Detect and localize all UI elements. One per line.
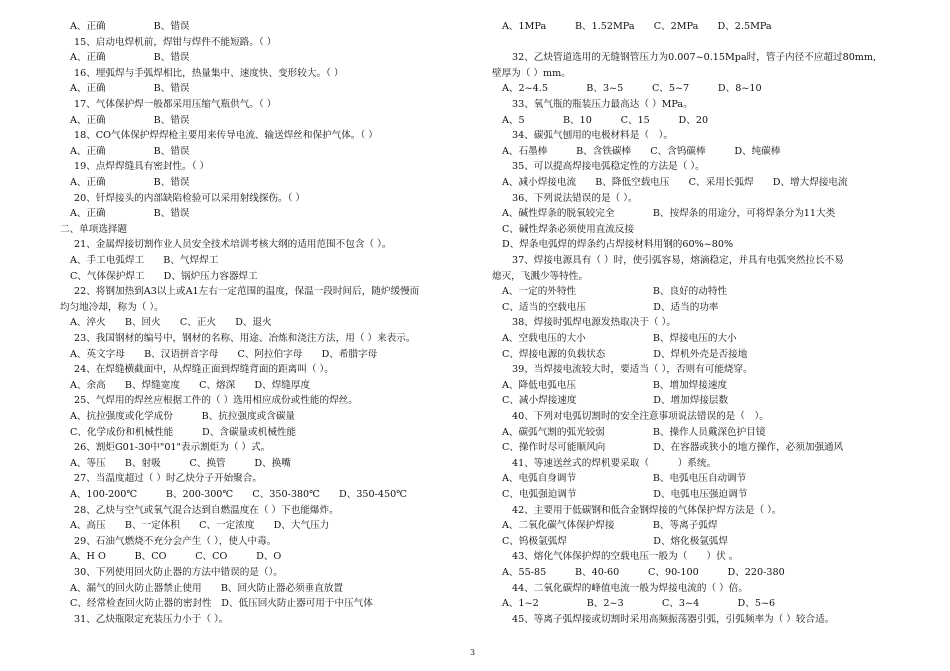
- answer-options: A、一定的外特性 B、良好的动特性: [502, 286, 728, 298]
- question-text: 23、我国钢材的编号中，钢材的名称、用途、冶炼和浇注方法，用（ ）来表示。: [74, 333, 416, 344]
- question-text: 27、当温度超过（ ）时乙炔分子开始聚合。: [74, 473, 262, 485]
- answer-options: A、空载电压的大小 B、焊接电压的大小: [502, 333, 737, 344]
- answer-options: C、经常检查回火防止器的密封性 D、低压回火防止器可用于中压气体: [70, 598, 373, 610]
- answer-options: D、焊条电弧焊的焊条约占焊接材料用钢的60%~80%: [502, 239, 734, 251]
- question-text: 25、气焊用的焊丝应根据工件的（ ）选用相应成份或性能的焊丝。: [74, 395, 358, 407]
- question-text: 18、CO气体保护焊焊枪主要用来传导电流、输送焊丝和保护气体。（ ）: [74, 130, 378, 142]
- answer-options: A、1MPa B、1.52MPa C、2MPa D、2.5MPa: [502, 21, 772, 32]
- question-text: 17、气体保护焊一般都采用压缩气瓶供气。（ ）: [74, 99, 277, 110]
- section-heading: 二、单项选择题: [60, 223, 128, 235]
- question-text: 36、下列说法错误的是（ ）。: [512, 192, 638, 204]
- question-text: 22、将钢加热到A3以上或A1左右一定范围的温度，保温一段时间后，随炉缓慢而: [74, 286, 420, 298]
- answer-options: C、气体保护焊工 D、锅炉压力容器焊工: [70, 270, 258, 282]
- question-text: 45、等离子弧焊接或切割时采用高频振荡器引弧，引弧频率为（ ）较合适。: [512, 613, 835, 625]
- answer-options: A、抗拉强度或化学成份 B、抗拉强度或含碳量: [70, 411, 296, 422]
- answer-options: A、正确 B、错误: [70, 114, 190, 126]
- answer-options: 熄灭，飞溅少等特性。: [492, 270, 588, 282]
- answer-options: A、二氧化碳气体保护焊接 B、等离子弧焊: [502, 520, 718, 532]
- answer-options: A、正确 B、错误: [70, 52, 190, 64]
- question-text: 42、主要用于低碳钢和低合金钢焊接的气体保护焊方法是（ ）。: [512, 504, 782, 516]
- page-number: 3: [470, 648, 476, 657]
- answer-options: A、正确 B、错误: [70, 177, 190, 188]
- answer-options: A、正确 B、错误: [70, 208, 190, 220]
- answer-options: A、石墨棒 B、含铁碳棒 C、含钨碳棒 D、纯碳棒: [502, 145, 781, 157]
- answer-options: A、100-200℃ B、200-300℃ C、350-380℃ D、350-450℃: [70, 489, 407, 500]
- question-text: 33、氧气瓶的瓶装压力最高达（ ）MPa。: [512, 99, 693, 110]
- answer-options: A、余高 B、焊缝宽度 C、熔深 D、焊缝厚度: [70, 379, 311, 391]
- answer-options: A、5 B、10 C、15 D、20: [502, 114, 709, 126]
- answer-options: A、碱性焊条的脱氧较完全 B、按焊条的用途分，可将焊条分为11大类: [502, 208, 836, 220]
- answer-options: C、化学成份和机械性能 D、含碳量或机械性能: [70, 426, 297, 438]
- question-text: 15、启动电焊机前，焊钳与焊件不能短路。（ ）: [74, 36, 277, 48]
- answer-options: A、淬火 B、回火 C、正火 D、退火: [70, 317, 272, 329]
- answer-options: C、减小焊接速度 D、增加焊接层数: [502, 395, 729, 407]
- answer-options: A、高压 B、一定体积 C、一定浓度 D、大气压力: [70, 520, 330, 532]
- answer-options: A、H O B、CO C、CO D、O: [70, 551, 282, 563]
- question-text: 38、焊接时弧焊电源发热取决于（ ）。: [512, 317, 676, 329]
- answer-options: C、焊接电源的负载状态 D、焊机外壳是否接地: [502, 348, 748, 360]
- answer-options: C、碱性焊条必须使用直流反接: [502, 223, 635, 235]
- question-text: 32、乙炔管道选用的无缝钢管压力为0.007~0.15Mpa时，管子内径不应超过80mm,: [512, 52, 877, 64]
- question-text: 26、割炬G01-30中"01"表示割炬为（ ）式。: [74, 442, 271, 454]
- answer-options: C、钨极氩弧焊 D、熔化极氩弧焊: [502, 535, 729, 547]
- answer-options: A、2~4.5 B、3~5 C、5~7 D、8~10: [502, 83, 762, 95]
- answer-options: A、降低电弧电压 B、增加焊接速度: [502, 379, 728, 391]
- answer-options: A、减小焊接电流 B、降低空载电压 C、采用长弧焊 D、增大焊接电流: [502, 177, 848, 188]
- question-text: 31、乙炔瓶限定充装压力小于（ ）。: [74, 613, 229, 625]
- question-text: 40、下列对电弧切割时的安全注意事项说法错误的是（ ）。: [512, 411, 769, 422]
- answer-options: 均匀地冷却，称为（ ）。: [60, 301, 164, 313]
- question-text: 21、金属焊接切割作业人员安全技术培训考核大纲的适用范围不包含（ ）。: [74, 239, 392, 251]
- answer-options: A、等压 B、射吸 C、换管 D、换嘴: [70, 457, 291, 469]
- question-text: 20、钎焊接头的内部缺陷检验可以采用射线探伤。（ ）: [74, 192, 306, 204]
- answer-options: A、碳弧气割的弧光较弱 B、操作人员戴深色护目镜: [502, 426, 766, 438]
- answer-options: A、电弧自身调节 B、电弧电压自动调节: [502, 473, 747, 485]
- question-text: 24、在焊缝横截面中，从焊缝正面到焊缝背面的距离叫（ ）。: [74, 364, 334, 376]
- question-text: 44、二氧化碳焊的峰值电流一般为焊接电流的（ ）倍。: [512, 582, 748, 594]
- answer-options: [492, 36, 892, 50]
- question-text: 37、焊接电源具有（ ）时，使引弧容易，熔滴稳定，并具有电弧突然拉长不易: [512, 255, 844, 266]
- answer-options: A、英文字母 B、汉语拼音字母 C、阿拉伯字母 D、希腊字母: [70, 348, 378, 360]
- question-text: 16、埋弧焊与手弧焊相比，热量集中、速度快、变形较大。（ ）: [74, 67, 344, 79]
- answer-options: A、1~2 B、2~3 C、3~4 D、5~6: [502, 598, 776, 610]
- answer-options: C、适当的空载电压 D、适当的功率: [502, 301, 719, 313]
- question-text: 29、石油气燃烧不充分会产生（ ），使人中毒。: [74, 535, 277, 547]
- answer-options: 壁厚为（ ）mm。: [492, 67, 571, 79]
- question-text: 41、等速送丝式的焊机要采取（ ）系统。: [512, 457, 717, 469]
- question-text: 39、当焊接电流较大时，要适当（ ），否则有可能烧穿。: [512, 364, 753, 376]
- answer-options: C、操作时尽可能顺风向 D、在容器或狭小的地方操作，必须加强通风: [502, 442, 844, 454]
- answer-options: A、55-85 B、40-60 C、90-100 D、220-380: [502, 567, 785, 578]
- question-text: 34、碳弧气刨用的电极材料是（ ）。: [512, 130, 673, 142]
- answer-options: A、正确 B、错误: [70, 145, 190, 157]
- answer-options: A、漏气的回火防止器禁止使用 B、回火防止器必须垂直放置: [70, 582, 344, 594]
- answer-options: A、手工电弧焊工 B、气焊焊工: [70, 255, 219, 266]
- question-text: 35、可以提高焊接电弧稳定性的方法是（ ）。: [512, 161, 705, 173]
- answer-options: A、正确 B、错误: [70, 21, 190, 32]
- question-text: 30、下列使用回火防止器的方法中错误的是（）。: [74, 567, 283, 578]
- answer-options: C、电弧强迫调节 D、电弧电压强迫调节: [502, 489, 748, 500]
- question-text: 28、乙炔与空气或氧气混合达到自燃温度在（ ）下也能爆炸。: [74, 504, 339, 516]
- question-text: 19、点焊焊缝具有密封性。（ ）: [74, 161, 210, 173]
- question-text: 43、熔化气体保护焊的空载电压一般为（ ）伏 。: [512, 551, 739, 563]
- answer-options: A、正确 B、错误: [70, 83, 190, 95]
